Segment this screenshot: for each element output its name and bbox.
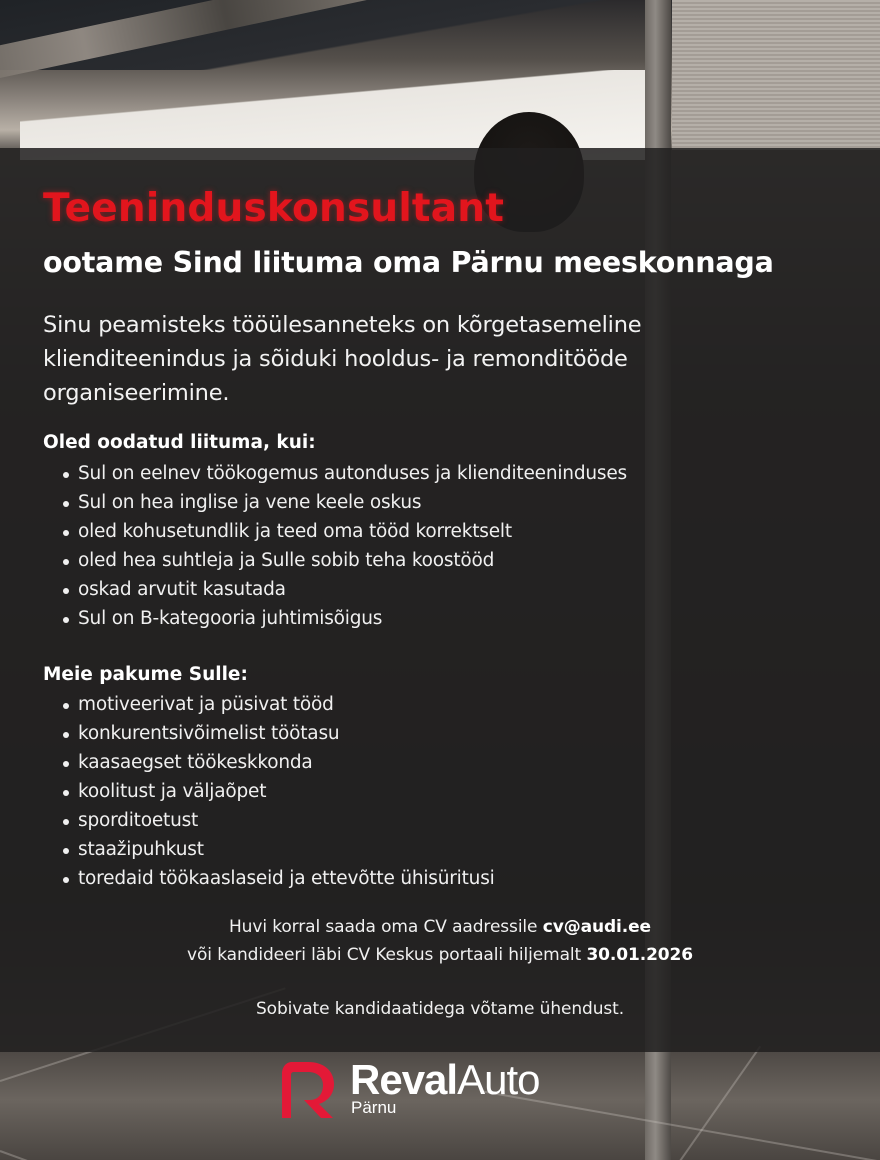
closing-note: Sobivate kandidaatidega võtame ühendust.	[255, 999, 625, 1019]
brand-location: Pärnu	[351, 1098, 397, 1117]
floor-tile-line	[679, 1046, 761, 1160]
apply-line-email	[0, 913, 880, 941]
window-blinds	[672, 0, 880, 150]
job-intro	[43, 308, 763, 410]
list-item-text: oled kohusetundlik ja teed oma tööd korrektselt	[78, 521, 512, 542]
list-item-text: Sul on eelnev töökogemus autonduses ja klienditeeninduses	[78, 463, 627, 484]
bullet-icon	[63, 617, 69, 623]
floor-tile-line	[0, 1150, 188, 1160]
list-item	[63, 517, 627, 546]
offer-list	[63, 690, 495, 893]
brand-name	[350, 1056, 539, 1104]
bullet-icon	[63, 501, 69, 507]
bullet-icon	[63, 819, 69, 825]
apply-instructions	[0, 913, 880, 969]
list-item	[63, 806, 495, 835]
revalauto-logo	[280, 1056, 600, 1124]
bullet-icon	[63, 703, 69, 709]
bullet-icon	[63, 530, 69, 536]
list-item-text: staažipuhkust	[78, 839, 204, 860]
list-item-text: Sul on hea inglise ja vene keele oskus	[78, 492, 422, 513]
requirements-list	[63, 459, 627, 633]
job-subtitle: ootame Sind liituma oma Pärnu meeskonnaga	[43, 246, 774, 279]
list-item	[63, 719, 495, 748]
list-item-text: motiveerivat ja püsivat tööd	[78, 694, 334, 715]
offer-heading: Meie pakume Sulle:	[43, 664, 248, 685]
list-item	[63, 690, 495, 719]
deadline-date: 30.01.2026	[586, 945, 693, 965]
apply-text: või kandideeri läbi CV Keskus portaali hiljemalt	[187, 945, 587, 965]
job-title: Teeninduskonsultant	[43, 186, 505, 231]
list-item	[63, 748, 495, 777]
intro-line: organiseerimine.	[43, 380, 230, 406]
list-item-text: oskad arvutit kasutada	[78, 579, 286, 600]
list-item-text: sporditoetust	[78, 810, 199, 831]
bullet-icon	[63, 732, 69, 738]
list-item	[63, 575, 627, 604]
list-item-text: kaasaegset töökeskkonda	[78, 752, 313, 773]
list-item	[63, 835, 495, 864]
bullet-icon	[63, 472, 69, 478]
list-item	[63, 546, 627, 575]
list-item-text: koolitust ja väljaõpet	[78, 781, 267, 802]
bullet-icon	[63, 559, 69, 565]
email-link[interactable]: cv@audi.ee	[542, 917, 651, 937]
brand-name-light: Auto	[457, 1056, 540, 1103]
list-item-text: Sul on B-kategooria juhtimisõigus	[78, 608, 383, 629]
list-item	[63, 604, 627, 633]
apply-line-deadline	[0, 941, 880, 969]
bullet-icon	[63, 761, 69, 767]
list-item-text: toredaid töökaaslaseid ja ettevõtte ühisüritusi	[78, 868, 495, 889]
requirements-heading: Oled oodatud liituma, kui:	[43, 432, 316, 453]
list-item	[63, 777, 495, 806]
revalauto-r-logo-icon	[280, 1060, 338, 1120]
brand-name-bold: Reval	[350, 1056, 458, 1103]
list-item	[63, 488, 627, 517]
bullet-icon	[63, 790, 69, 796]
intro-line: Sinu peamisteks tööülesanneteks on kõrgetasemeline	[43, 312, 642, 338]
intro-line: klienditeenindus ja sõiduki hooldus- ja remonditööde	[43, 346, 628, 372]
list-item	[63, 459, 627, 488]
bullet-icon	[63, 588, 69, 594]
list-item-text: oled hea suhtleja ja Sulle sobib teha koostööd	[78, 550, 495, 571]
bullet-icon	[63, 848, 69, 854]
list-item	[63, 864, 495, 893]
bullet-icon	[63, 877, 69, 883]
apply-text: Huvi korral saada oma CV aadressile	[229, 917, 543, 937]
list-item-text: konkurentsivõimelist töötasu	[78, 723, 340, 744]
